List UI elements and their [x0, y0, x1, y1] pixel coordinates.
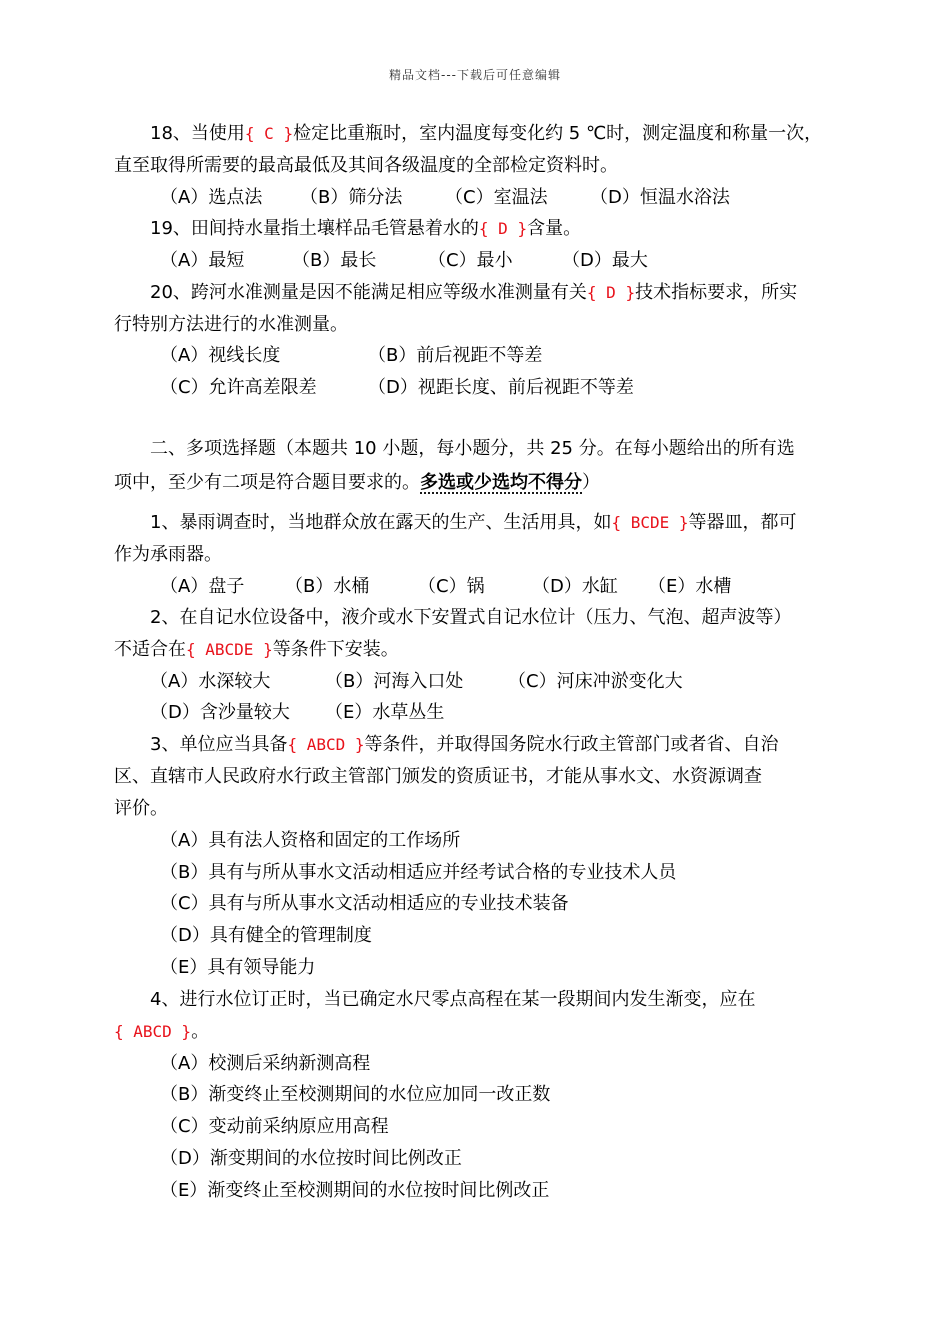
option-a: （A）盘子 — [160, 576, 245, 597]
question-text: 等器皿，都可 — [688, 512, 797, 533]
question-text: 等条件下安装。 — [272, 639, 399, 660]
question-text: 20、跨河水准测量是因不能满足相应等级水准测量有关 — [150, 282, 587, 303]
option-a: （A）最短 — [160, 250, 245, 271]
answer-mark: { D } — [478, 219, 528, 238]
section-text: 项中，至少有二项是符合题目要求的。 — [114, 472, 420, 493]
option-b: （B）筛分法 — [300, 187, 403, 208]
option-c: （C）具有与所从事水文活动相适应的专业技术装备 — [160, 893, 569, 914]
question-text: 等条件，并取得国务院水行政主管部门或者省、自治 — [364, 734, 779, 755]
section-heading: 二、多项选择题（本题共 10 小题，每小题分，共 25 分。在每小题给出的所有选 — [150, 438, 795, 459]
answer-mark: { ABCD } — [287, 735, 365, 754]
question-20-continued: 行特别方法进行的水准测量。 — [114, 314, 348, 335]
option-c: （C）允许高差限差 — [160, 377, 317, 398]
option-d: （D）水缸 — [532, 576, 618, 597]
option-c: （C）锅 — [418, 576, 485, 597]
option-a: （A）水深较大 — [150, 671, 271, 692]
option-d: （D）恒温水浴法 — [590, 187, 730, 208]
question-text: 3、单位应当具备 — [150, 734, 288, 755]
multi-question-3-continued: 评价。 — [114, 798, 168, 819]
option-b: （B）具有与所从事水文活动相适应并经考试合格的专业技术人员 — [160, 862, 677, 883]
multi-question-4: 4、进行水位订正时，当已确定水尺零点高程在某一段期间内发生渐变，应在 — [150, 989, 756, 1010]
question-text: 。 — [191, 1021, 210, 1042]
multi-question-4-continued — [114, 1019, 209, 1045]
multi-question-3 — [150, 732, 779, 758]
option-d: （D）最大 — [562, 250, 648, 271]
option-c: （C）变动前采纳原应用高程 — [160, 1116, 389, 1137]
section-heading-continued — [114, 470, 600, 496]
question-text: 1、暴雨调查时，当地群众放在露天的生产、生活用具，如 — [150, 512, 612, 533]
question-text: 检定比重瓶时，室内温度每变化约 5 ℃时，测定温度和称量一次， — [293, 123, 823, 144]
multi-question-1-continued: 作为承雨器。 — [114, 544, 222, 565]
option-d: （D）含沙量较大 — [150, 702, 290, 723]
option-e: （E）水槽 — [648, 576, 732, 597]
option-a: （A）视线长度 — [160, 345, 281, 366]
option-e: （E）水草丛生 — [325, 702, 445, 723]
question-text: 19、田间持水量指土壤样品毛管悬着水的 — [150, 218, 479, 239]
section-text: ） — [582, 472, 600, 493]
question-text: 不适合在 — [114, 639, 186, 660]
option-e: （E）具有领导能力 — [160, 957, 316, 978]
question-text: 含量。 — [527, 218, 582, 239]
answer-mark: { ABCDE } — [186, 640, 273, 659]
question-18 — [150, 121, 822, 147]
option-d: （D）视距长度、前后视距不等差 — [368, 377, 634, 398]
option-b: （B）水桶 — [285, 576, 370, 597]
multi-question-1 — [150, 510, 797, 536]
section-emphasis: 多选或少选均不得分 — [420, 472, 582, 493]
question-19 — [150, 216, 581, 242]
option-b: （B）前后视距不等差 — [368, 345, 543, 366]
option-a: （A）具有法人资格和固定的工作场所 — [160, 830, 461, 851]
question-20 — [150, 280, 797, 306]
option-a: （A）校测后采纳新测高程 — [160, 1053, 371, 1074]
option-d: （D）具有健全的管理制度 — [160, 925, 372, 946]
answer-mark: { ABCD } — [114, 1022, 192, 1041]
multi-question-2: 2、在自记水位设备中，液介或水下安置式自记水位计（压力、气泡、超声波等） — [150, 607, 792, 628]
multi-question-3-continued: 区、直辖市人民政府水行政主管部门颁发的资质证书，才能从事水文、水资源调查 — [114, 766, 762, 787]
option-a: （A）选点法 — [160, 187, 263, 208]
question-text: 18、当使用 — [150, 123, 245, 144]
option-b: （B）最长 — [292, 250, 377, 271]
option-c: （C）室温法 — [445, 187, 548, 208]
multi-question-2-continued — [114, 637, 399, 663]
answer-mark: { BCDE } — [611, 513, 689, 532]
answer-mark: { D } — [586, 283, 636, 302]
option-c: （C）河床冲淤变化大 — [508, 671, 683, 692]
option-d: （D）渐变期间的水位按时间比例改正 — [160, 1148, 462, 1169]
question-18-continued: 直至取得所需要的最高最低及其间各级温度的全部检定资料时。 — [114, 155, 618, 176]
question-text: 技术指标要求，所实 — [635, 282, 798, 303]
option-c: （C）最小 — [428, 250, 513, 271]
page-header: 精品文档---下载后可任意编辑 — [389, 68, 561, 82]
option-e: （E）渐变终止至校测期间的水位按时间比例改正 — [160, 1180, 550, 1201]
option-b: （B）渐变终止至校测期间的水位应加同一改正数 — [160, 1084, 551, 1105]
option-b: （B）河海入口处 — [325, 671, 464, 692]
answer-mark: { C } — [244, 124, 294, 143]
